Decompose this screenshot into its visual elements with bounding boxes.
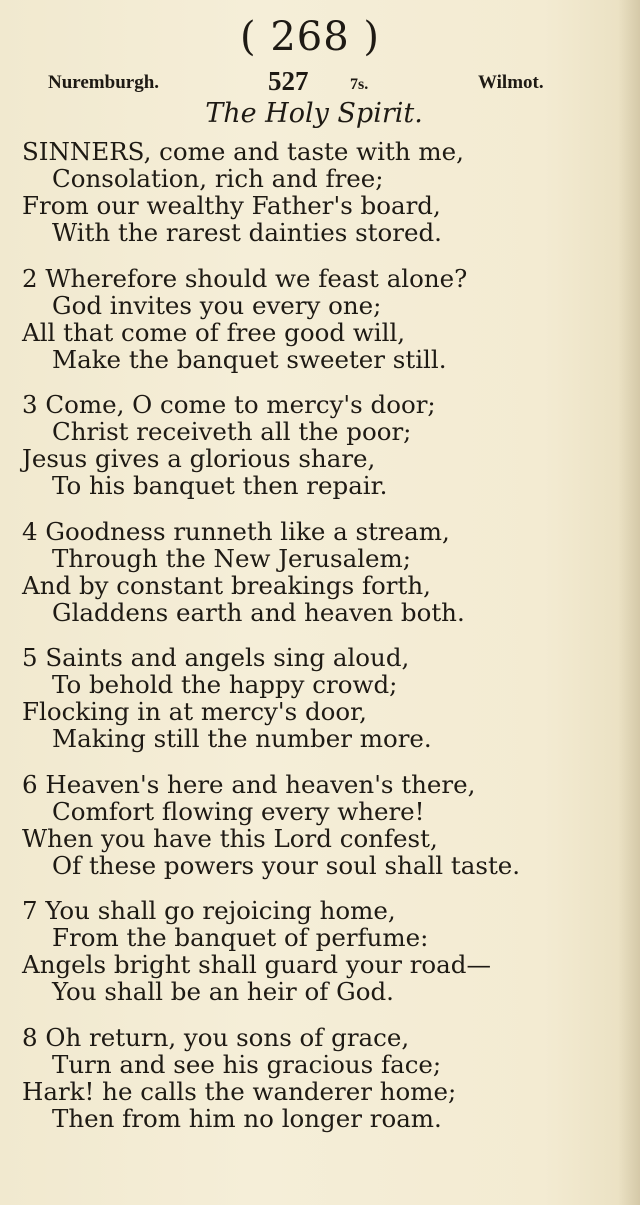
verse-line: Then from him no longer roam. (52, 1103, 442, 1133)
hymn-meter: 7s. (350, 76, 369, 93)
verse-line: 6 Heaven's here and heaven's there, (22, 769, 476, 799)
verse (22, 518, 622, 626)
hymn-number: 527 (268, 66, 309, 96)
verse-list (22, 138, 622, 1150)
verse (22, 644, 622, 752)
verse-line: Flocking in at mercy's door, (22, 697, 367, 726)
verse-line: Gladdens earth and heaven both. (52, 597, 465, 627)
hymn-title: The Holy Spirit. (205, 98, 423, 129)
verse-line: Angels bright shall guard your road— (22, 950, 491, 979)
tune-name-right: Wilmot. (478, 72, 544, 93)
verse-line: God invites you every one; (52, 290, 382, 320)
verse-line: 8 Oh return, you sons of grace, (22, 1022, 410, 1052)
verse-line: To behold the happy crowd; (52, 670, 398, 699)
verse-line: From our wealthy Father's board, (22, 191, 441, 220)
verse-line: And by constant breakings forth, (22, 570, 431, 600)
verse-line: To his banquet then repair. (52, 471, 388, 500)
verse-line: 2 Wherefore should we feast alone? (22, 263, 468, 293)
verse-line: Make the banquet sweeter still. (52, 344, 447, 374)
verse (22, 771, 622, 879)
verse-line: Christ receiveth all the poor; (52, 417, 412, 446)
verse (22, 138, 622, 246)
verse-line: With the rarest dainties stored. (52, 218, 442, 247)
tune-name-left: Nuremburgh. (48, 72, 160, 93)
page-number: ( 268 ) (240, 14, 380, 60)
verse-line: 5 Saints and angels sing aloud, (22, 643, 410, 672)
verse-line: From the banquet of perfume: (52, 923, 429, 952)
verse (22, 391, 622, 499)
verse-line: 7 You shall go rejoicing home, (22, 896, 396, 925)
verse-line: When you have this Lord confest, (22, 823, 438, 853)
verse-line: Turn and see his gracious face; (52, 1049, 442, 1079)
verse (22, 265, 622, 373)
verse-line: Comfort flowing every where! (52, 796, 425, 826)
verse-line: 4 Goodness runneth like a stream, (22, 516, 450, 546)
verse-line: All that come of free good will, (22, 317, 406, 347)
verse-line: Of these powers your soul shall taste. (52, 850, 521, 880)
verse (22, 1024, 622, 1132)
verse-line: You shall be an heir of God. (52, 977, 394, 1006)
verse-line: 3 Come, O come to mercy's door; (22, 390, 436, 419)
verse-line: Through the New Jerusalem; (52, 543, 412, 573)
verse-line: Jesus gives a glorious share, (22, 444, 376, 473)
verse-line: Consolation, rich and free; (52, 164, 384, 193)
verse-line: Making still the number more. (52, 724, 432, 753)
verse (22, 897, 622, 1005)
verse-line: Hark! he calls the wanderer home; (22, 1076, 457, 1106)
verse-line: SINNERS, come and taste with me, (22, 137, 464, 166)
